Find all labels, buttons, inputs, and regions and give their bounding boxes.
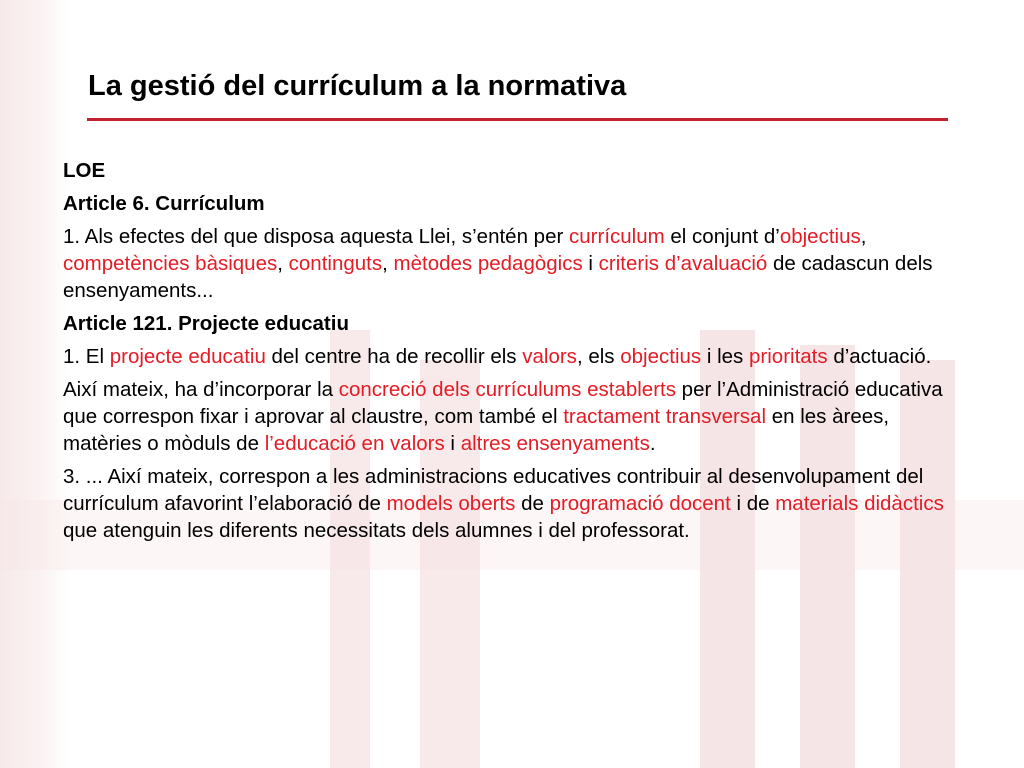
highlighted-term: objectius xyxy=(620,345,702,368)
highlighted-term: criteris d’avaluació xyxy=(598,252,768,275)
text-segment: d’actuació. xyxy=(827,345,932,368)
text-segment: , xyxy=(860,225,867,248)
highlighted-term: tractament transversal xyxy=(563,405,767,428)
text-segment: , els xyxy=(576,345,621,368)
slide-title: La gestió del currículum a la normativa xyxy=(88,70,627,102)
text-segment: Article 121. Projecte educatiu xyxy=(63,312,349,335)
highlighted-term: altres ensenyaments xyxy=(460,432,650,455)
highlighted-term: models oberts xyxy=(386,492,516,515)
text-segment: Article 6. Currículum xyxy=(63,192,265,215)
slide-body xyxy=(63,157,953,550)
text-segment: del centre ha de recollir els xyxy=(265,345,523,368)
body-paragraph xyxy=(63,376,953,457)
text-segment: i xyxy=(444,432,461,455)
highlighted-term: projecte educatiu xyxy=(109,345,266,368)
highlighted-term: programació docent xyxy=(549,492,731,515)
title-divider xyxy=(87,118,948,121)
highlighted-term: mètodes pedagògics xyxy=(393,252,583,275)
text-segment: per l’Administració educativa que correspon fixar i aprovar al claustre, com també el xyxy=(63,378,943,428)
section-heading xyxy=(63,190,953,217)
highlighted-term: objectius xyxy=(779,225,861,248)
highlighted-term: valors xyxy=(522,345,577,368)
section-heading xyxy=(63,310,953,337)
text-segment: de cadascun dels ensenyaments... xyxy=(63,252,933,302)
highlighted-term: competències bàsiques xyxy=(63,252,278,275)
highlighted-term: materials didàctics xyxy=(775,492,944,515)
body-paragraph xyxy=(63,223,953,304)
text-segment: Així mateix, ha d’incorporar la xyxy=(63,378,339,401)
text-segment: i de xyxy=(730,492,776,515)
text-segment: 1. Als efectes del que disposa aquesta Llei, s’entén per xyxy=(63,225,570,248)
text-segment: , xyxy=(277,252,289,275)
highlighted-term: prioritats xyxy=(749,345,828,368)
highlighted-term: continguts xyxy=(288,252,383,275)
text-segment: i les xyxy=(701,345,750,368)
highlighted-term: concreció dels currículums establerts xyxy=(338,378,676,401)
section-heading xyxy=(63,157,953,184)
text-segment: en les àrees, matèries o mòduls de xyxy=(63,405,890,455)
text-segment: LOE xyxy=(63,159,106,182)
text-segment: el conjunt d’ xyxy=(664,225,780,248)
body-paragraph xyxy=(63,463,953,544)
text-segment: de xyxy=(515,492,550,515)
watermark-side-band xyxy=(0,0,70,768)
text-segment: 3. ... Així mateix, correspon a les administracions educatives contribuir al desenvolupament del currículum afavorint l’elaboració de xyxy=(63,465,924,515)
text-segment: , xyxy=(382,252,394,275)
highlighted-term: currículum xyxy=(569,225,665,248)
text-segment: i xyxy=(582,252,599,275)
text-segment: 1. El xyxy=(63,345,110,368)
body-paragraph xyxy=(63,343,953,370)
text-segment: . xyxy=(649,432,656,455)
text-segment: que atenguin les diferents necessitats dels alumnes i del professorat. xyxy=(63,519,690,542)
highlighted-term: l’educació en valors xyxy=(264,432,445,455)
